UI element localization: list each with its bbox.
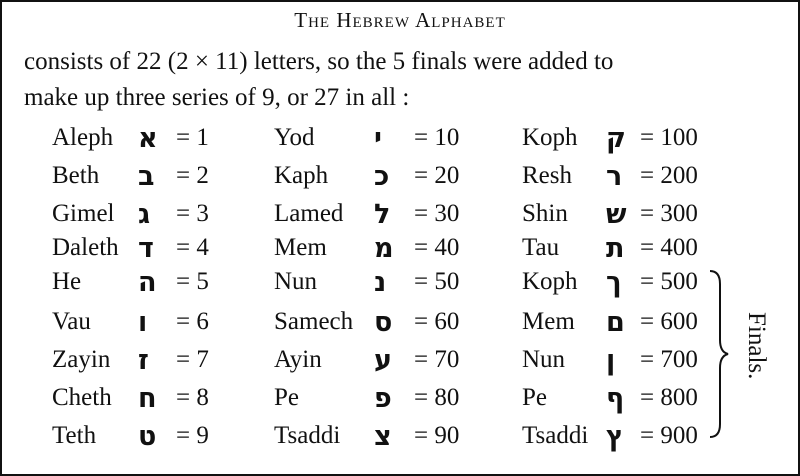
letter-name: Cheth [52,384,112,411]
hebrew-letter: ץ [606,421,624,452]
letter-name: Resh [522,162,572,189]
letter-name: Zayin [52,346,111,373]
letter-name: Koph [522,124,578,151]
hebrew-letter: ג [138,199,151,230]
numeric-value: = 70 [414,346,460,373]
hebrew-letter: ט [138,421,157,452]
table-row [522,234,742,266]
hebrew-letter: ח [138,383,157,414]
hebrew-letter: א [138,123,158,154]
letter-name: He [52,268,82,295]
letter-name: Vau [52,308,91,335]
letter-name: Pe [274,384,299,411]
hebrew-letter: ס [374,307,393,338]
table-row [52,234,272,266]
numeric-value: = 10 [414,124,460,151]
table-row [52,124,272,156]
letter-name: Tau [522,234,560,261]
numeric-value: = 500 [640,268,698,295]
intro-line-1: consists of 22 (2 × 11) letters, so the 5 finals were added to [24,48,614,75]
table-row [274,234,494,266]
table-row [52,200,272,232]
letter-name: Tsaddi [274,422,341,449]
letter-name: Mem [274,234,327,261]
letter-name: Pe [522,384,547,411]
hebrew-letter: ב [138,161,155,192]
hebrew-letter: ה [138,267,157,298]
hebrew-letter: ף [606,383,625,414]
numeric-value: = 4 [176,234,209,261]
hebrew-letter: ל [374,199,391,230]
hebrew-letter: ך [606,267,622,298]
hebrew-letter: ת [606,233,625,264]
numeric-value: = 800 [640,384,698,411]
numeric-value: = 90 [414,422,460,449]
hebrew-letter: י [374,123,382,154]
numeric-value: = 600 [640,308,698,335]
hebrew-letter: נ [374,267,387,298]
numeric-value: = 5 [176,268,209,295]
numeric-value: = 100 [640,124,698,151]
hebrew-letter: ם [606,307,625,338]
hebrew-letter: צ [374,421,392,452]
hebrew-letter: ק [606,123,626,154]
table-row [274,162,494,194]
hebrew-letter: מ [374,233,394,264]
letter-name: Beth [52,162,100,189]
letter-name: Mem [522,308,575,335]
numeric-value: = 7 [176,346,209,373]
numeric-value: = 50 [414,268,460,295]
table-row [52,308,272,340]
finals-brace [708,268,732,440]
table-row [52,162,272,194]
table-row [522,200,742,232]
hebrew-letter: ר [606,161,623,192]
letter-name: Samech [274,308,354,335]
numeric-value: = 2 [176,162,209,189]
letter-name: Lamed [274,200,344,227]
intro-line-2: make up three series of 9, or 27 in all : [24,84,410,111]
table-row [274,308,494,340]
table-row [52,346,272,378]
table-row [274,124,494,156]
table-row [52,268,272,300]
numeric-value: = 6 [176,308,209,335]
letter-name: Ayin [274,346,322,373]
hebrew-letter: ז [138,345,149,376]
hebrew-letter: ד [138,233,154,264]
letter-name: Nun [274,268,318,295]
hebrew-letter: ן [606,345,616,376]
page-title: The Hebrew Alphabet [294,8,506,32]
letter-name: Teth [52,422,97,449]
numeric-value: = 8 [176,384,209,411]
letter-name: Shin [522,200,568,227]
hebrew-letter: כ [374,161,390,192]
table-row [522,124,742,156]
finals-label: Finals. [743,312,770,380]
numeric-value: = 900 [640,422,698,449]
numeric-value: = 1 [176,124,209,151]
hebrew-letter: ע [374,345,392,376]
table-row [274,200,494,232]
numeric-value: = 60 [414,308,460,335]
letter-name: Kaph [274,162,329,189]
numeric-value: = 30 [414,200,460,227]
numeric-value: = 200 [640,162,698,189]
letter-name: Yod [274,124,315,151]
table-row [274,422,494,454]
hebrew-letter: ש [606,199,627,230]
table-row [274,268,494,300]
numeric-value: = 400 [640,234,698,261]
numeric-value: = 3 [176,200,209,227]
numeric-value: = 9 [176,422,209,449]
letter-name: Koph [522,268,578,295]
table-row [52,384,272,416]
numeric-value: = 700 [640,346,698,373]
hebrew-letter: ו [138,307,148,338]
letter-name: Daleth [52,234,119,261]
numeric-value: = 40 [414,234,460,261]
hebrew-letter: פ [374,383,392,414]
numeric-value: = 20 [414,162,460,189]
table-row [52,422,272,454]
letter-name: Gimel [52,200,115,227]
table-row [522,162,742,194]
table-row [274,384,494,416]
numeric-value: = 300 [640,200,698,227]
letter-name: Nun [522,346,566,373]
numeric-value: = 80 [414,384,460,411]
table-row [274,346,494,378]
letter-name: Tsaddi [522,422,589,449]
letter-name: Aleph [52,124,114,151]
